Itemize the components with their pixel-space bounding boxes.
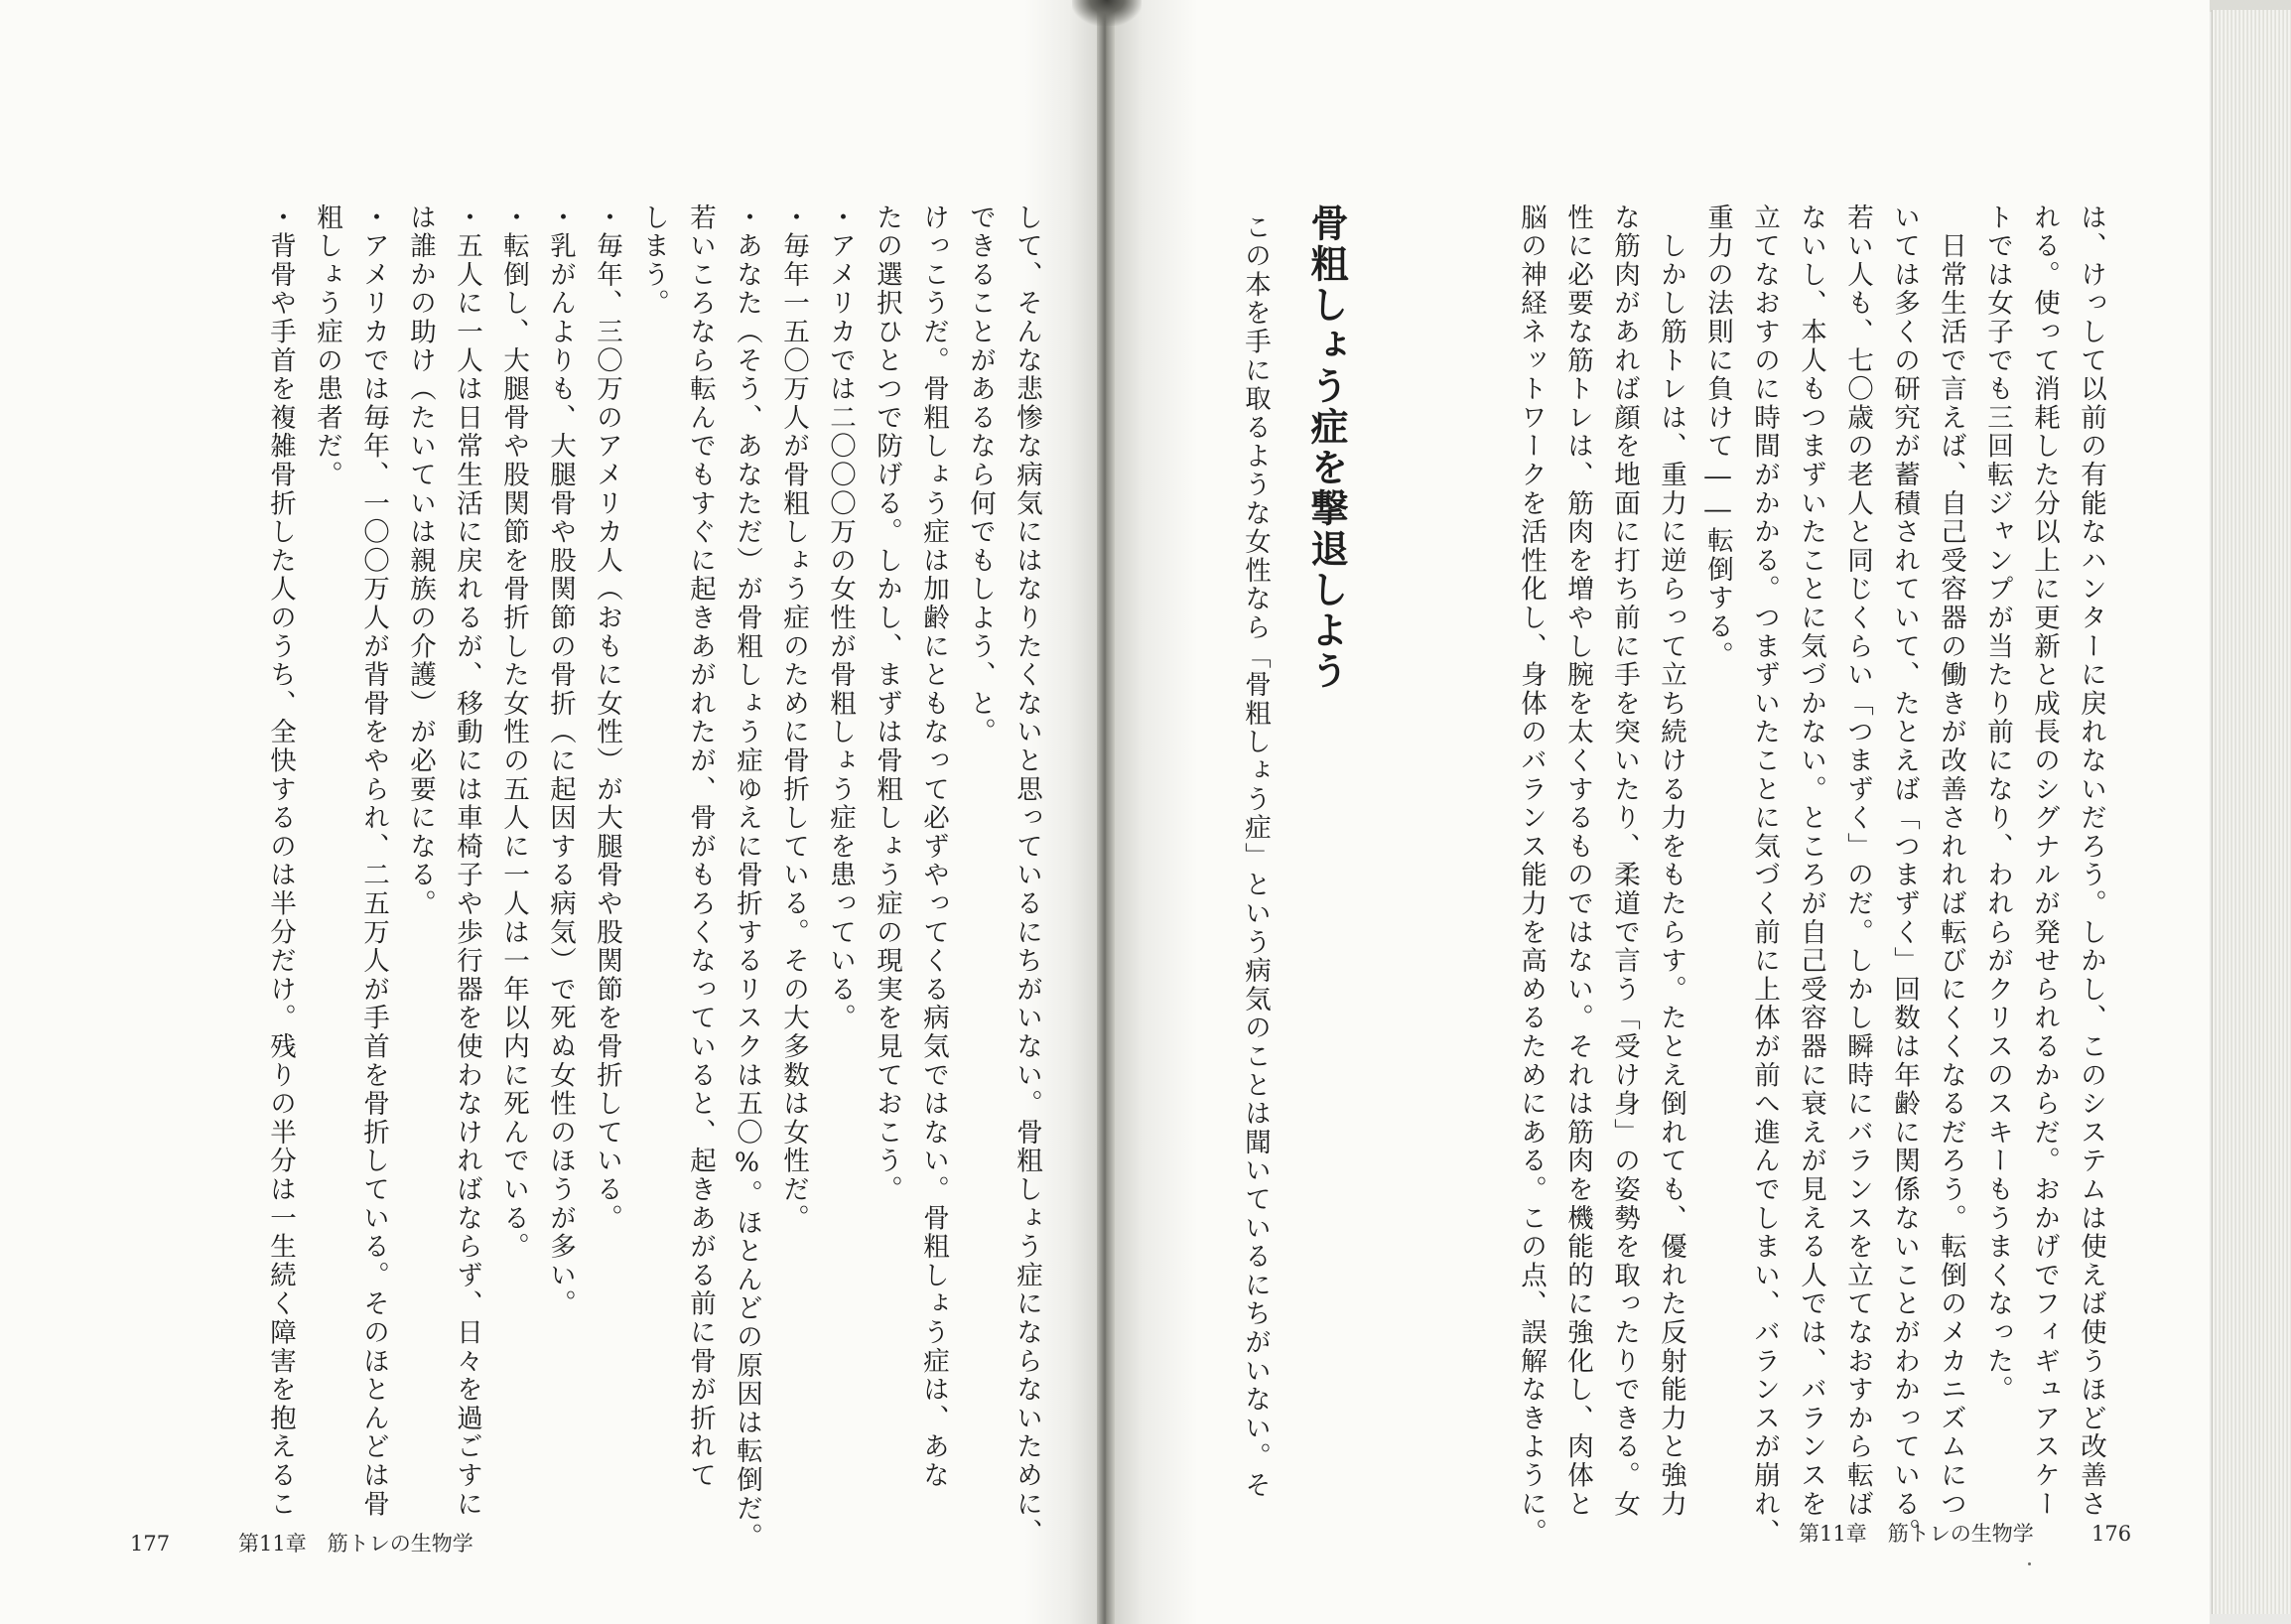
text-column: 若い人も、七〇歳の老人と同じくらい「つまずく」のだ。しかし瞬時にバランスを立てなおすから転ば xyxy=(1842,203,1873,1519)
text-column: できることがあるなら何でもしよう、と。 xyxy=(965,203,996,747)
text-column: たの選択ひとつで防げる。しかし、まずは骨粗しょう症の現実を見ておこう。 xyxy=(872,203,902,1204)
running-footer-left: 第11章 筋トレの生物学 xyxy=(238,1532,473,1556)
text-column: ・背骨や手首を複雑骨折した人のうち、全快するのは半分だけ。残りの半分は一生続く障害を抱えるこ xyxy=(265,203,296,1519)
text-column: して、そんな悲惨な病気にはなりたくないと思っているにちがいない。骨粗しょう症にならないために、 xyxy=(1011,203,1042,1548)
text-column: は、けっして以前の有能なハンターに戻れないだろう。しかし、このシステムは使えば使うほど改善さ xyxy=(2076,203,2106,1519)
text-column: しかし筋トレは、重力に逆らって立ち続ける力をもたらす。たとえ倒れても、優れた反射能力と強力 xyxy=(1656,203,1686,1519)
text-column: ・乳がんよりも、大腿骨や股関節の骨折（に起因する病気）で死ぬ女性のほうが多い。 xyxy=(545,203,576,1319)
text-column: ・アメリカでは二〇〇〇万の女性が骨粗しょう症を患っている。 xyxy=(825,203,856,1033)
text-column: 若いころなら転んでもすぐに起きあがれたが、骨がもろくなっていると、起きあがる前に骨が折れて xyxy=(685,203,716,1490)
text-column: な筋肉があれば顔を地面に打ち前に手を突いたり、柔道で言う「受け身」の姿勢を取ったりできる。女 xyxy=(1609,203,1640,1519)
speck xyxy=(2028,1562,2031,1565)
text-column: しまう。 xyxy=(638,203,669,319)
text-column: ないし、本人もつまずいたことに気づかない。ところが自己受容器に衰えが見える人では、バランスを xyxy=(1796,203,1826,1519)
page-number-left: 177 xyxy=(130,1532,171,1556)
gutter-shadow xyxy=(1072,0,1142,26)
text-column: ・転倒し、大腿骨や股関節を骨折した女性の五人に一人は一年以内に死んでいる。 xyxy=(498,203,529,1262)
text-column: ・五人に一人は日常生活に戻れるが、移動には車椅子や歩行器を使わなければならず、日々を過ごすに xyxy=(452,203,482,1519)
section-heading: 骨粗しょう症を撃退しよう xyxy=(1304,203,1348,692)
text-column: 日常生活で言えば、自己受容器の働きが改善されれば転びにくくなるだろう。転倒のメカニズムにつ xyxy=(1936,203,1966,1519)
text-column: れる。使って消耗した分以上に更新と成長のシグナルが発せられるからだ。おかげでフィギュアスケー xyxy=(2029,203,2060,1519)
text-column: この本を手に取るような女性なら「骨粗しょう症」という病気のことは聞いているにちがいない。そ xyxy=(1240,213,1271,1500)
text-column: 重力の法則に負けて――転倒する。 xyxy=(1702,203,1733,670)
running-footer-right: 第11章 筋トレの生物学 xyxy=(1799,1522,2034,1546)
text-column: 立てなおすのに時間がかかる。つまずいたことに気づく前に上体が前へ進んでしまい、バランスが崩れ、 xyxy=(1749,203,1780,1548)
page-edges xyxy=(2212,10,2291,1614)
text-column: ・毎年、三〇万のアメリカ人（おもに女性）が大腿骨や股関節を骨折している。 xyxy=(592,203,622,1233)
text-column: トでは女子でも三回転ジャンプが当たり前になり、われらがクリスのスキーもうまくなった。 xyxy=(1982,203,2013,1405)
text-column: 脳の神経ネットワークを活性化し、身体のバランス能力を高めるためにある。この点、誤解なきように。 xyxy=(1516,203,1547,1548)
text-column: 性に必要な筋トレは、筋肉を増やし腕を太くするものではない。それは筋肉を機能的に強化し、肉体と xyxy=(1562,203,1593,1519)
text-column: いては多くの研究が蓄積されていて、たとえば「つまずく」回数は年齢に関係ないことがわかっている。 xyxy=(1889,203,1920,1548)
text-column: 粗しょう症の患者だ。 xyxy=(312,203,342,489)
text-column: ・毎年一五〇万人が骨粗しょう症のために骨折している。その大多数は女性だ。 xyxy=(778,203,809,1233)
section-intro xyxy=(1229,213,1279,1524)
text-column: けっこうだ。骨粗しょう症は加齢にともなって必ずやってくる病気ではない。骨粗しょう症は、あな xyxy=(918,203,949,1490)
page-number-right: 176 xyxy=(2091,1522,2132,1546)
text-column: ・アメリカでは毎年、一〇〇万人が背骨をやられ、二五万人が手首を骨折している。そのほとんどは骨 xyxy=(358,203,389,1519)
text-column: は誰かの助け（たいていは親族の介護）が必要になる。 xyxy=(405,203,436,918)
text-column: ・あなた（そう、あなただ）が骨粗しょう症ゆえに骨折するリスクは五〇%。ほとんどの原因は転倒だ。 xyxy=(732,203,762,1553)
book-gutter xyxy=(1097,0,1115,1624)
